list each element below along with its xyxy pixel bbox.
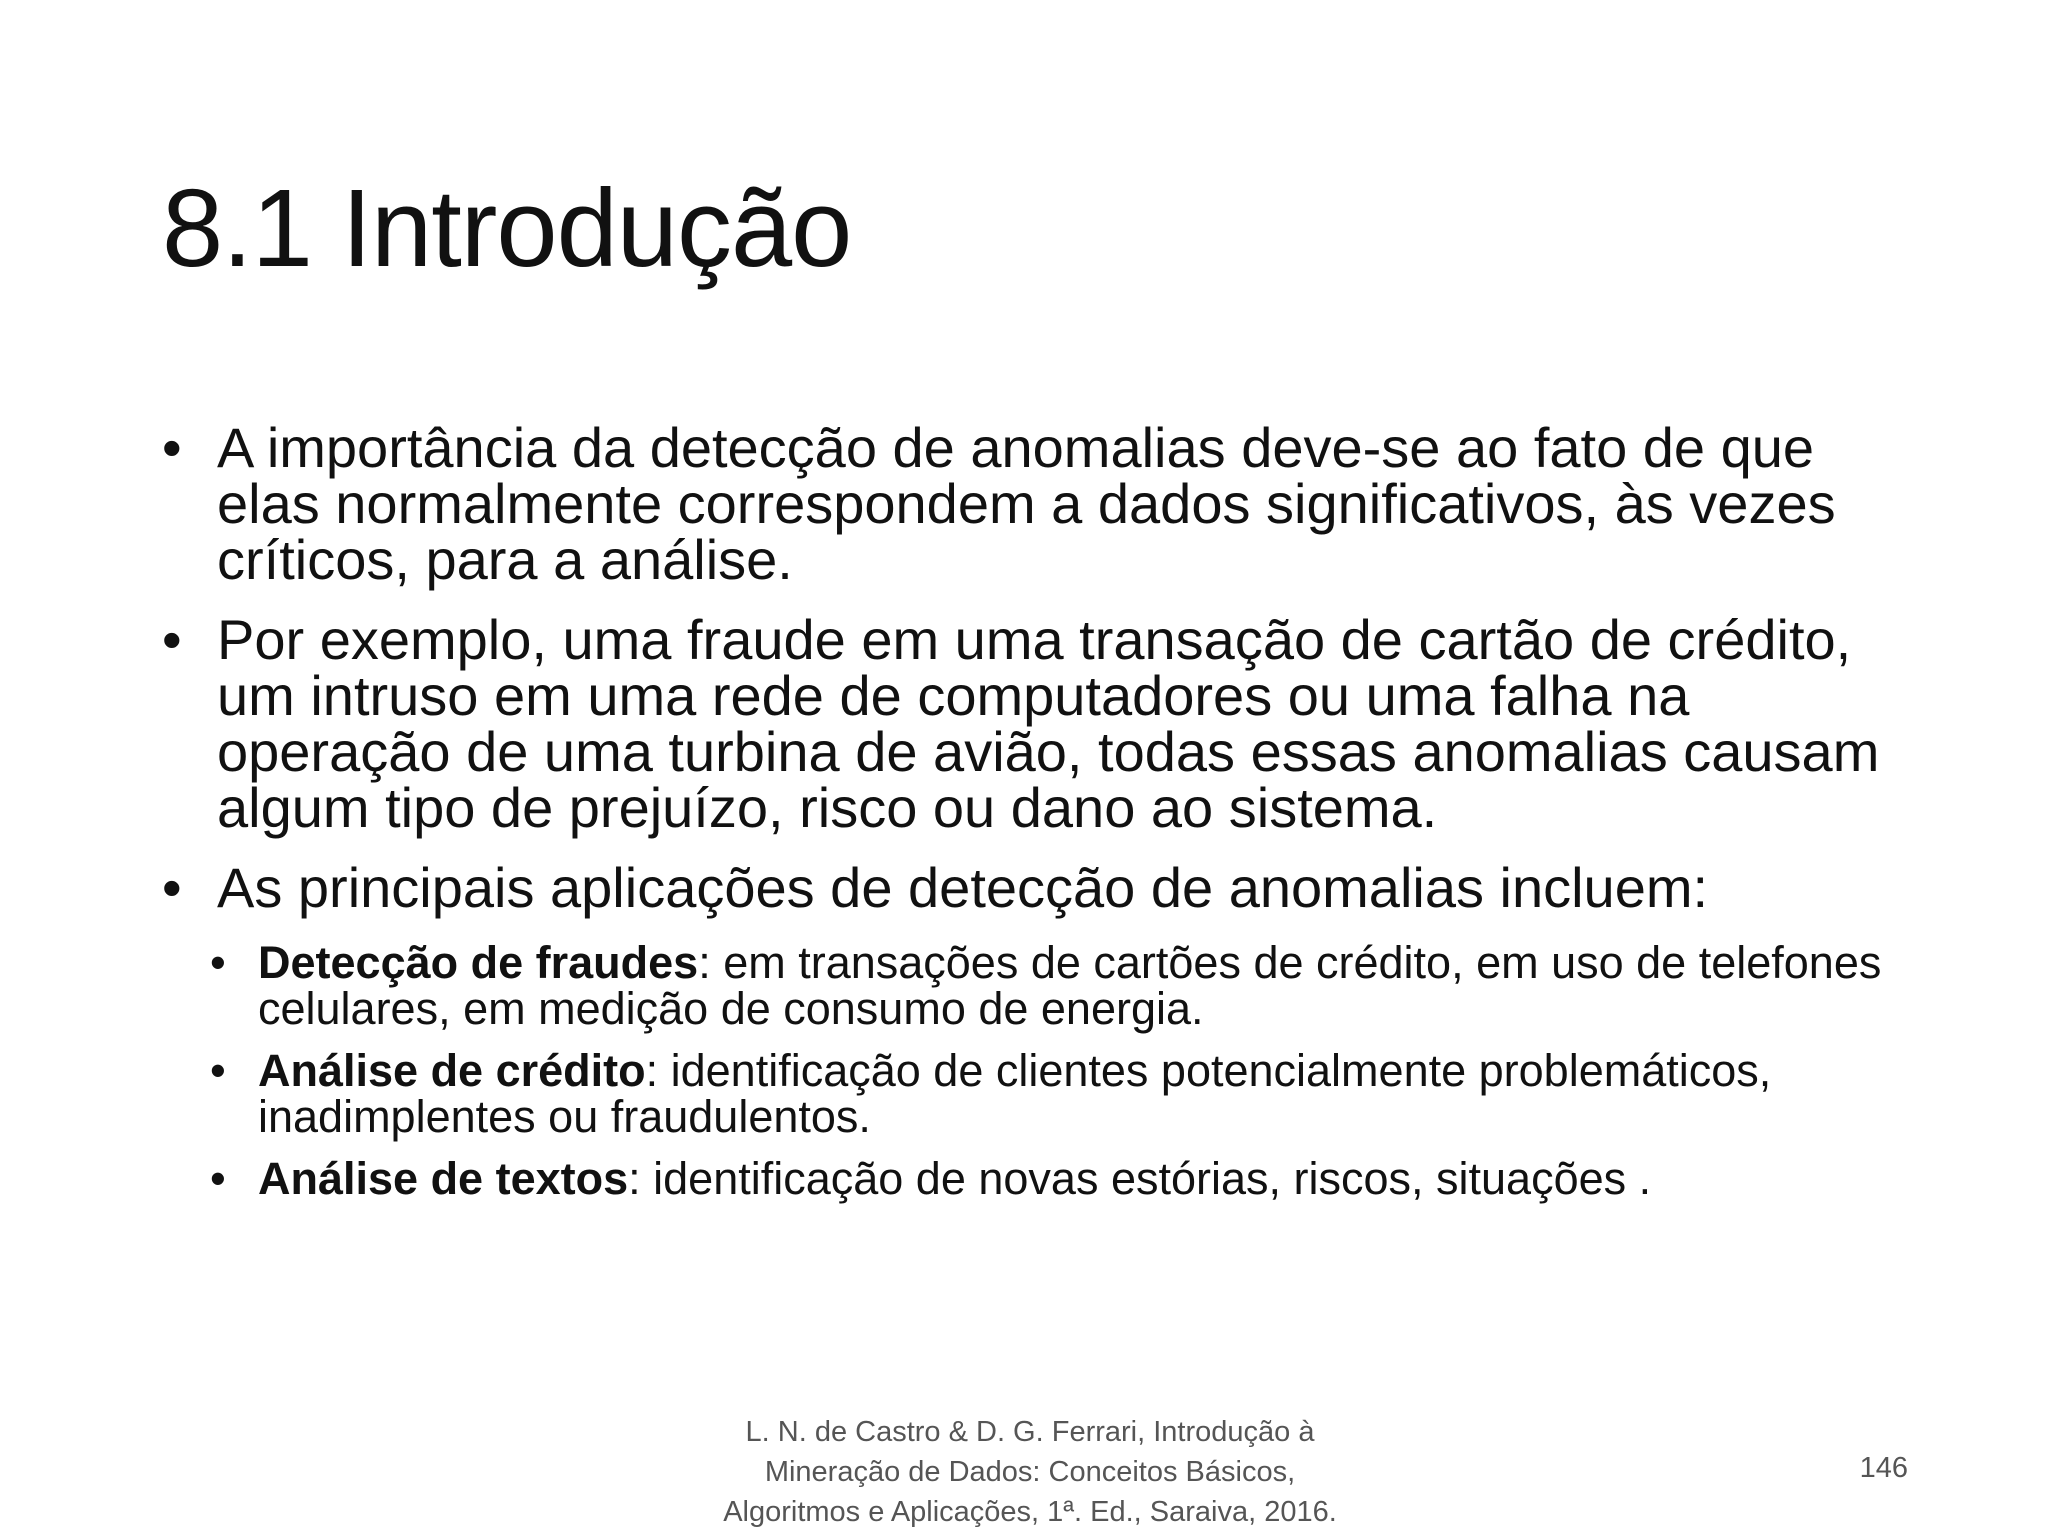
- sub-bullet-fraud-detection: [210, 937, 1922, 1034]
- slide-title: 8.1 Introdução: [162, 167, 852, 290]
- footer-line: Algoritmos e Aplicações, 1ª. Ed., Saraiva, 2016.: [723, 1496, 1337, 1528]
- slide-content: [162, 416, 1922, 1218]
- sub-bullet-term: Análise de textos: [258, 1153, 629, 1204]
- footer-line: Mineração de Dados: Conceitos Básicos,: [764, 1456, 1296, 1488]
- applications-sub-list: [210, 937, 1922, 1204]
- footer-line: L. N. de Castro & D. G. Ferrari, Introdução à: [745, 1416, 1315, 1448]
- bullet-example: • Por exemplo, uma fraude em uma transação de cartão de crédito, um intruso em uma rede de computadores ou uma falha na operação de uma turbina de avião, todas essas anomalias causam algum tipo de prejuízo, risco ou dano ao sistema.: [162, 612, 1922, 836]
- bullet-applications: • As principais aplicações de detecção de anomalias incluem:: [162, 860, 1922, 916]
- sub-bullet-text: : identificação de clientes potencialmente problemáticos, inadimplentes ou fraudulentos.: [258, 1045, 1772, 1142]
- sub-bullet-credit-analysis: [210, 1045, 1922, 1142]
- sub-bullet-term: Detecção de fraudes: [258, 937, 699, 988]
- bullet-importance: • A importância da detecção de anomalias deve-se ao fato de que elas normalmente correspondem a dados significativos, às vezes críticos, para a análise.: [162, 420, 1922, 588]
- sub-bullet-text: : identificação de novas estórias, riscos, situações .: [628, 1153, 1652, 1204]
- sub-bullet-text-analysis: [210, 1153, 1922, 1204]
- page-number: 146: [1859, 1452, 1908, 1484]
- citation-footer: [690, 1412, 1370, 1532]
- sub-bullet-text: : em transações de cartões de crédito, em uso de telefones celulares, em medição de consumo de energia.: [258, 937, 1882, 1034]
- sub-bullet-term: Análise de crédito: [258, 1045, 646, 1096]
